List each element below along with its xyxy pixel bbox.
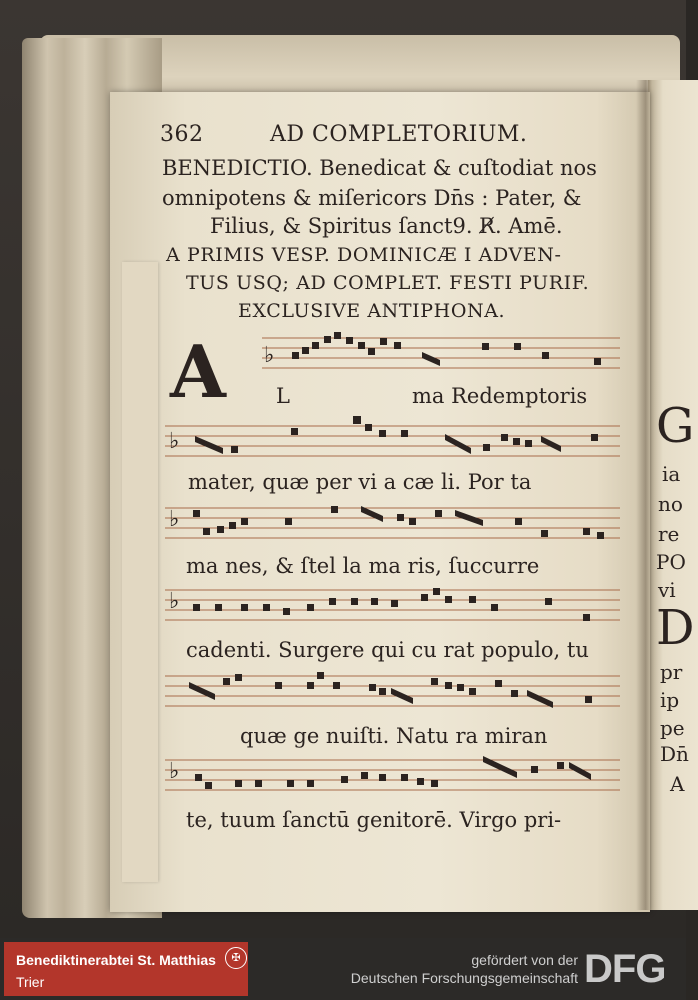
institution-badge[interactable] bbox=[4, 942, 248, 996]
music-staff bbox=[165, 500, 620, 548]
text-line: Filius, & Spiritus ſanct9. R̸. Amē. bbox=[210, 214, 563, 238]
svg-text:♭: ♭ bbox=[169, 507, 180, 532]
facing-fragment: pe bbox=[660, 716, 685, 740]
footer-bar bbox=[0, 938, 686, 1000]
music-staff bbox=[165, 582, 620, 630]
page-number: 362 bbox=[160, 122, 204, 147]
facing-fragment: ia bbox=[662, 462, 681, 486]
facing-fragment: no bbox=[658, 492, 683, 516]
lyric-line: cadenti. Surgere qui cu rat populo, tu bbox=[186, 638, 589, 662]
paper-strip bbox=[122, 262, 158, 882]
lyric-line: mater, quæ per vi a cæ li. Por ta bbox=[188, 470, 532, 494]
facing-initial: G bbox=[656, 398, 695, 454]
funder-line-2: Deutschen Forschungsgemeinschaft bbox=[350, 970, 578, 986]
svg-text:♭: ♭ bbox=[169, 429, 180, 454]
facing-fragment: PO bbox=[656, 550, 686, 574]
rubric-line: TUS USQ; AD COMPLET. FESTI PURIF. bbox=[186, 272, 590, 294]
rubric-line: A PRIMIS VESP. DOMINICÆ I ADVEN- bbox=[166, 244, 562, 266]
facing-fragment: re bbox=[658, 522, 680, 546]
lyric-line: te, tuum ſanctū genitorē. Virgo pri- bbox=[186, 808, 562, 832]
facing-page bbox=[648, 80, 698, 910]
lyric-line: ma nes, & ſtel la ma ris, ſuccurre bbox=[186, 554, 540, 578]
text-line: BENEDICTIO. Benedicat & cuſtodiat nos bbox=[162, 156, 597, 180]
music-staff bbox=[165, 752, 620, 800]
facing-fragment: ip bbox=[660, 688, 680, 712]
decorated-initial: A bbox=[170, 329, 226, 414]
facing-fragment: A bbox=[670, 772, 685, 796]
running-head: AD COMPLETORIUM. bbox=[270, 122, 528, 147]
music-staff bbox=[165, 668, 620, 716]
svg-text:♭: ♭ bbox=[264, 343, 275, 368]
text-line: omnipotens & miſericors Dn̄s : Pater, & bbox=[162, 186, 582, 210]
institution-name: Benediktinerabtei St. Matthias bbox=[16, 952, 216, 968]
music-staff bbox=[262, 330, 620, 378]
facing-initial: D bbox=[656, 600, 695, 656]
dfg-logo[interactable]: DFG bbox=[584, 947, 666, 991]
svg-text:♭: ♭ bbox=[169, 589, 180, 614]
funder-line-1: gefördert von der bbox=[471, 952, 578, 968]
music-staff bbox=[165, 418, 620, 466]
facing-fragment: Dn̄ bbox=[660, 742, 689, 766]
lyric-line: ma Redemptoris bbox=[412, 384, 588, 408]
facing-fragment: vi bbox=[658, 578, 676, 602]
lyric-line: quæ ge nuiſti. Natu ra miran bbox=[240, 724, 548, 748]
lyric-line: L bbox=[276, 384, 290, 408]
rubric-line: EXCLUSIVE ANTIPHONA. bbox=[238, 300, 506, 322]
spine-shadow bbox=[636, 80, 652, 910]
abbey-seal-icon: ✠ bbox=[225, 947, 247, 969]
institution-city: Trier bbox=[16, 974, 45, 990]
svg-text:♭: ♭ bbox=[169, 759, 180, 784]
facing-fragment: pr bbox=[660, 660, 683, 684]
